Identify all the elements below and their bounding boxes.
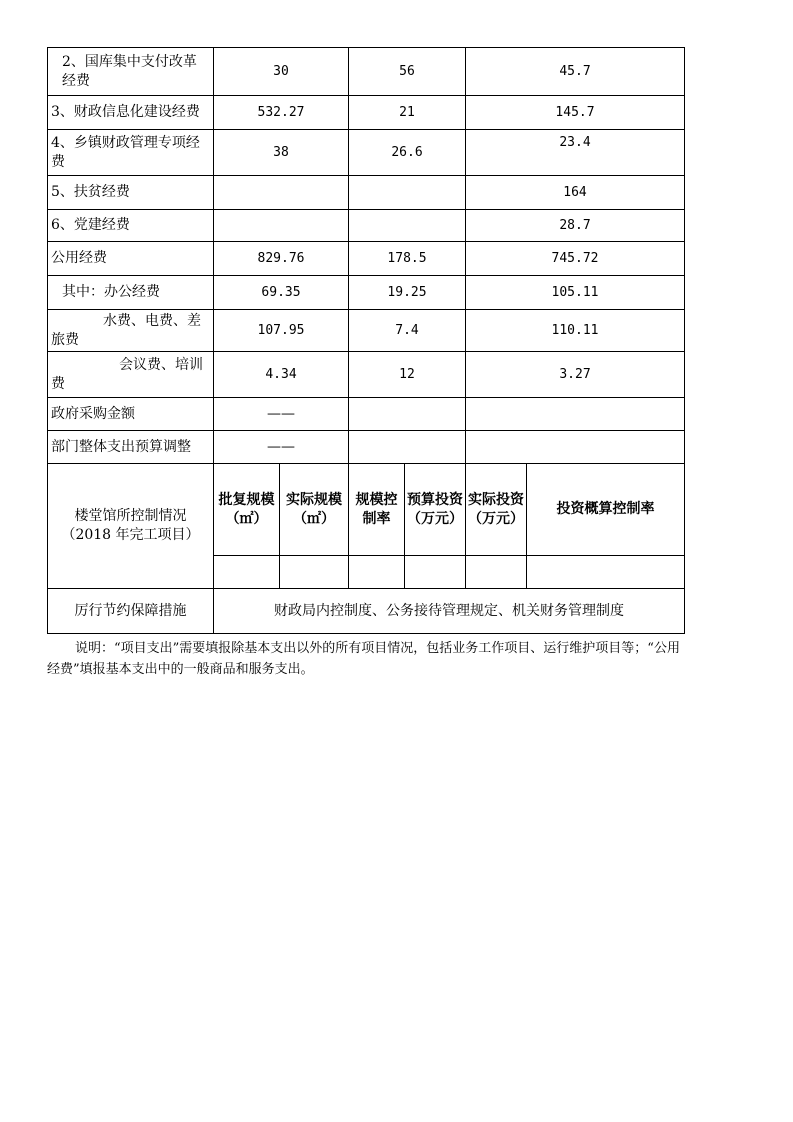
empty-cell — [527, 556, 685, 589]
value-cell: 7.4 — [349, 310, 466, 352]
empty-cell — [405, 556, 466, 589]
value-cell — [349, 398, 466, 431]
value-cell: 829.76 — [214, 242, 349, 276]
row-label: 公用经费 — [48, 242, 214, 276]
table-row — [48, 48, 685, 96]
header-budget-investment: 预算投资（万元） — [405, 464, 466, 556]
value-cell: 38 — [214, 130, 349, 176]
table-row — [48, 176, 685, 210]
value-cell: 3.27 — [466, 352, 685, 398]
value-cell: 56 — [349, 48, 466, 96]
row-label: 3、财政信息化建设经费 — [48, 96, 214, 130]
building-label: 楼堂馆所控制情况（2018 年完工项目） — [48, 464, 214, 589]
value-cell — [466, 431, 685, 464]
value-cell: 745.72 — [466, 242, 685, 276]
table-row — [48, 398, 685, 431]
value-cell — [349, 210, 466, 242]
header-actual-scale: 实际规模（㎡） — [280, 464, 349, 556]
empty-cell — [349, 556, 405, 589]
value-cell: 107.95 — [214, 310, 349, 352]
value-cell: 69.35 — [214, 276, 349, 310]
header-approved-scale: 批复规模（㎡） — [214, 464, 280, 556]
table-row — [48, 210, 685, 242]
value-cell: 532.27 — [214, 96, 349, 130]
building-header-row — [48, 464, 685, 556]
footnote: 说明：“项目支出”需要填报除基本支出以外的所有项目情况，包括业务工作项目、运行维护项目等；“公用经费”填报基本支出中的一般商品和服务支出。 — [47, 641, 680, 677]
header-scale-control-rate: 规模控制率 — [349, 464, 405, 556]
value-cell: 178.5 — [349, 242, 466, 276]
value-cell: 21 — [349, 96, 466, 130]
value-cell: 26.6 — [349, 130, 466, 176]
value-cell — [349, 431, 466, 464]
row-label: 部门整体支出预算调整 — [48, 431, 214, 464]
value-cell: 30 — [214, 48, 349, 96]
header-actual-investment: 实际投资（万元） — [466, 464, 527, 556]
measures-label: 厉行节约保障措施 — [48, 589, 214, 634]
table-row — [48, 431, 685, 464]
table-row — [48, 352, 685, 398]
value-cell: 45.7 — [466, 48, 685, 96]
row-label: 水费、电费、差旅费 — [48, 310, 214, 352]
row-label: 政府采购金额 — [48, 398, 214, 431]
table-row — [48, 242, 685, 276]
value-cell: —— — [214, 431, 349, 464]
value-cell: 23.4 — [466, 130, 685, 176]
empty-cell — [466, 556, 527, 589]
measures-row — [48, 589, 685, 634]
header-investment-control-rate: 投资概算控制率 — [527, 464, 685, 556]
value-cell: 105.11 — [466, 276, 685, 310]
value-cell: 145.7 — [466, 96, 685, 130]
value-cell — [349, 176, 466, 210]
table-row — [48, 96, 685, 130]
value-cell: —— — [214, 398, 349, 431]
table-row — [48, 310, 685, 352]
value-cell — [466, 398, 685, 431]
value-cell — [214, 210, 349, 242]
row-label: 6、党建经费 — [48, 210, 214, 242]
table-row — [48, 130, 685, 176]
value-cell: 19.25 — [349, 276, 466, 310]
budget-table — [47, 47, 685, 634]
empty-cell — [280, 556, 349, 589]
row-label: 其中：办公经费 — [48, 276, 214, 310]
value-cell: 110.11 — [466, 310, 685, 352]
empty-cell — [214, 556, 280, 589]
row-label: 会议费、培训费 — [48, 352, 214, 398]
row-label: 4、乡镇财政管理专项经费 — [48, 130, 214, 176]
value-cell: 28.7 — [466, 210, 685, 242]
value-cell — [214, 176, 349, 210]
measures-value: 财政局内控制度、公务接待管理规定、机关财务管理制度 — [214, 589, 685, 634]
value-cell: 4.34 — [214, 352, 349, 398]
row-label: 2、国库集中支付改革经费 — [48, 48, 214, 96]
value-cell: 12 — [349, 352, 466, 398]
row-label: 5、扶贫经费 — [48, 176, 214, 210]
value-cell: 164 — [466, 176, 685, 210]
table-row — [48, 276, 685, 310]
